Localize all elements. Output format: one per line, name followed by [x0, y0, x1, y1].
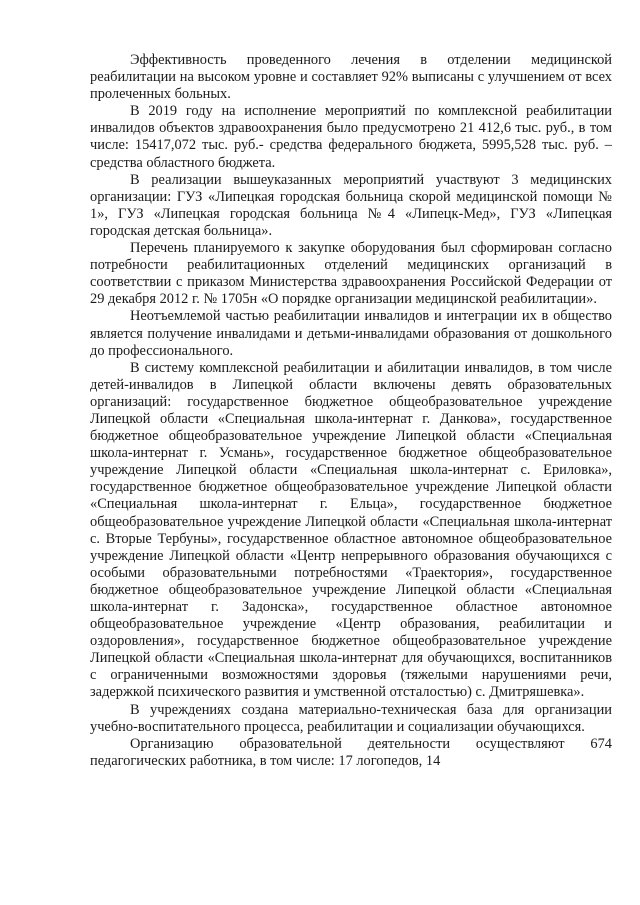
paragraph-equipment-list: Перечень планируемого к закупке оборудования был сформирован согласно потребности реабилитационных отделений медицинских организаций в соответствии с приказом Министерства здравоохранения Российской Федерации от 29 декабря 2012 г. № 1705н «О порядке организации медицинской реабилитации». [90, 240, 612, 308]
paragraph-teaching-staff: Организацию образовательной деятельности осуществляют 674 педагогических работника, в том числе: 17 логопедов, 14 [90, 735, 612, 769]
paragraph-medical-organizations: В реализации вышеуказанных мероприятий участвуют 3 медицинских организации: ГУЗ «Липецкая городская больница скорой медицинской помощи № 1», ГУЗ «Липецкая городская больница №4 «Липецк-Мед», ГУЗ «Липецкая городская детская больница». [90, 171, 612, 239]
paragraph-material-base: В учреждениях создана материально-техническая база для организации учебно-воспитательного процесса, реабилитации и социализации обучающихся. [90, 701, 612, 735]
paragraph-funding-2019: В 2019 году на исполнение мероприятий по комплексной реабилитации инвалидов объектов здравоохранения было предусмотрено 21 412,6 тыс. руб., в том числе: 15417,072 тыс. руб.- средства федерального бюджета, 5995,528 тыс. руб. – средства областного бюджета. [90, 103, 612, 171]
paragraph-education-integration: Неотъемлемой частью реабилитации инвалидов и интеграции их в общество является получение инвалидами и детьми-инвалидами образования от дошкольного до профессионального. [90, 308, 612, 359]
document-page [90, 52, 612, 770]
paragraph-treatment-effectiveness: Эффективность проведенного лечения в отделении медицинской реабилитации на высоком уровне и составляет 92% выписаны с улучшением от всех пролеченных больных. [90, 52, 612, 103]
paragraph-educational-organizations: В систему комплексной реабилитации и абилитации инвалидов, в том числе детей-инвалидов в Липецкой области включены девять образовательных организаций: государственное бюджетное общеобразовательное учреждение Липецкой области «Специальная школа-интернат г. Данкова», государственное бюджетное общеобразовательное учреждение Липецкой области «Специальная школа-интернат г. Усмань», государственное бюджетное общеобразовательное учреждение Липецкой области «Специальная школа-интернат с. Ериловка», государственное бюджетное общеобразовательное учреждение Липецкой области «Специальная школа-интернат г. Ельца», государственное бюджетное общеобразовательное учреждение Липецкой области «Специальная школа-интернат с. Вторые Тербуны», государственное областное автономное общеобразовательное учреждение Липецкой области «Центр непрерывного образования обучающихся с особыми образовательными потребностями «Траектория», государственное бюджетное общеобразовательное учреждение Липецкой области «Специальная школа-интернат г. Задонска», государственное областное автономное общеобразовательное учреждение «Центр образования, реабилитации и оздоровления», государственное бюджетное общеобразовательное учреждение Липецкой области «Специальная школа-интернат для обучающихся, воспитанников с ограниченными возможностями здоровья (тяжелыми нарушениями речи, задержкой психического развития и умственной отсталостью) с. Дмитряшевка». [90, 359, 612, 701]
